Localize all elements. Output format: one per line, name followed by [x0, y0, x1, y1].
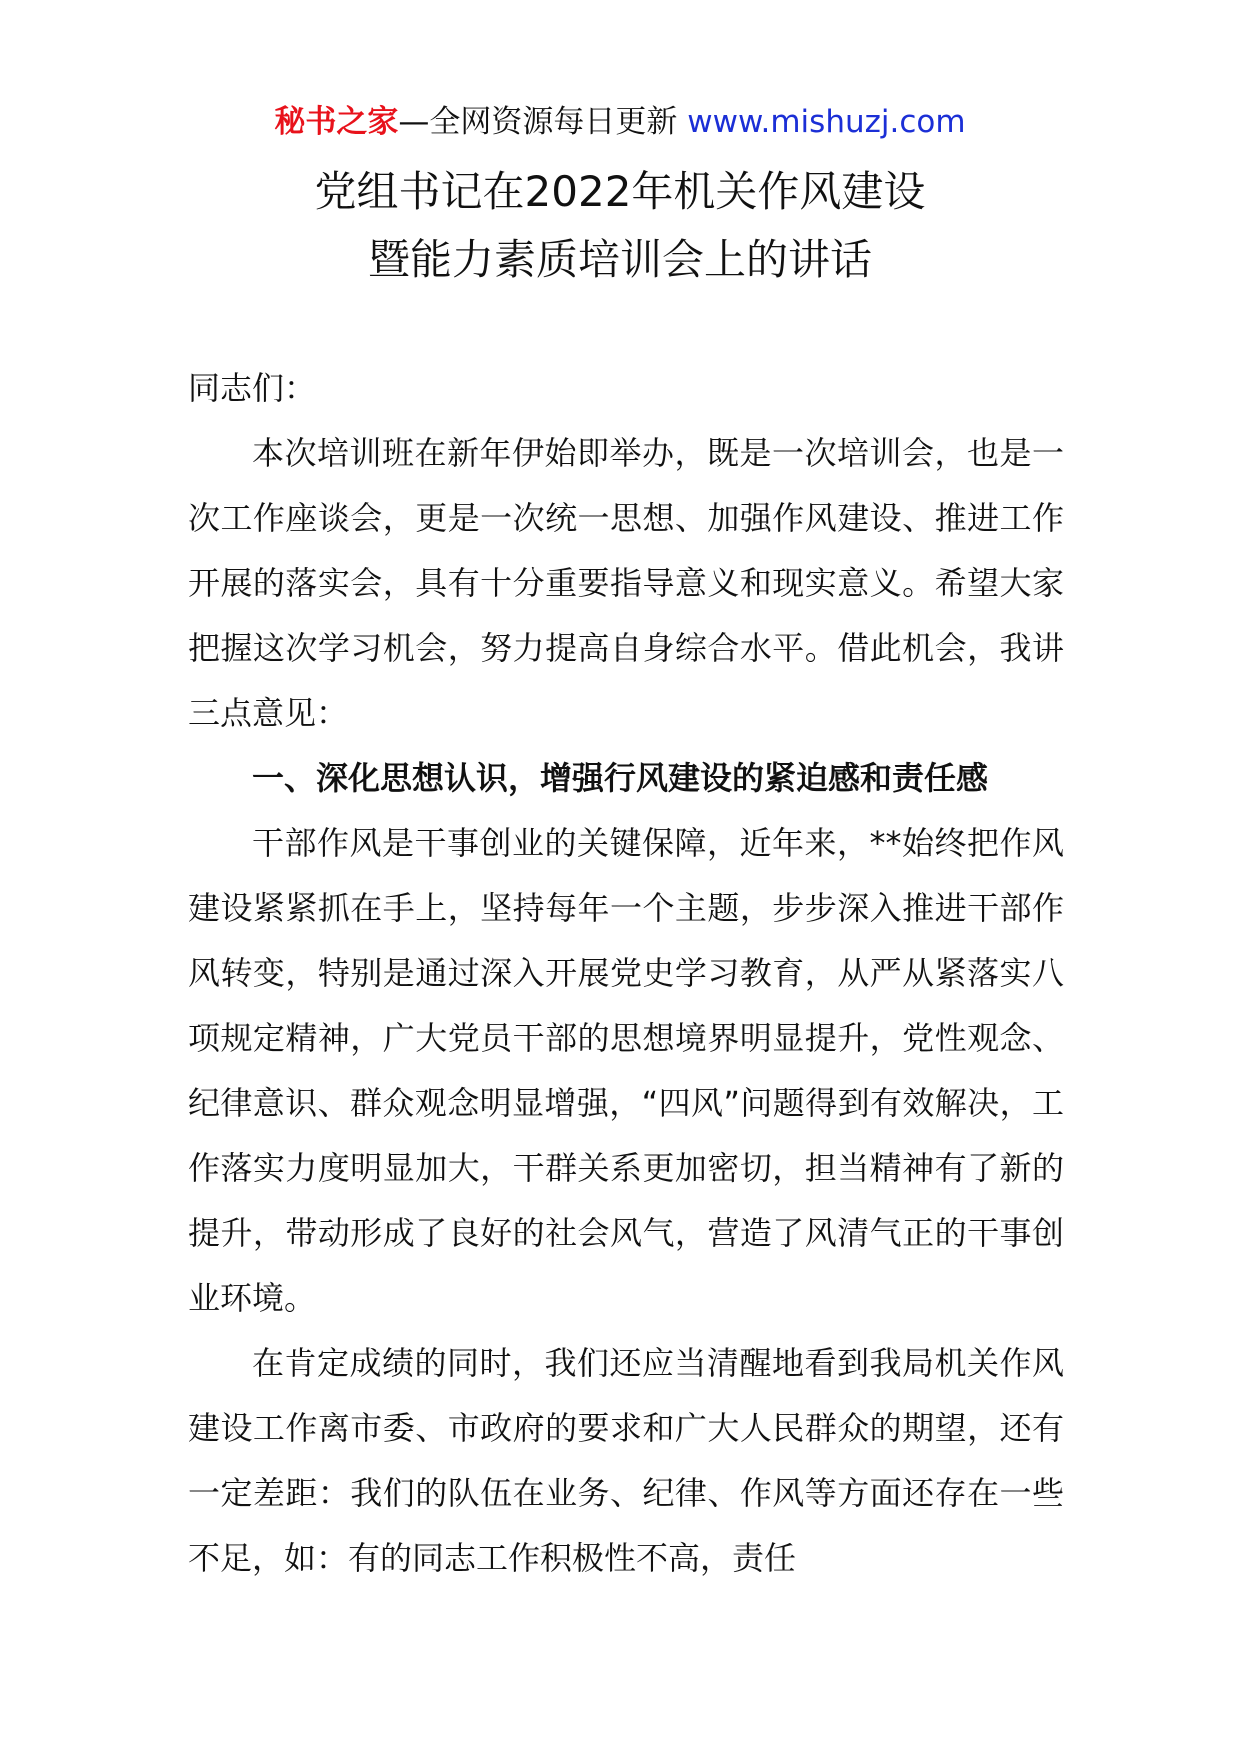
document-title-line-1: 党组书记在2022年机关作风建设: [314, 167, 926, 216]
site-url[interactable]: www.mishuzj.com: [687, 104, 966, 140]
paragraph-achievements: 干部作风是干事创业的关键保障，近年来，**始终把作风建设紧紧抓在手上，坚持每年一个主题，步步深入推进干部作风转变，特别是通过深入开展党史学习教育，从严从紧落实八项规定精神，广大党员干部的思想境界明显提升，党性观念、纪律意识、群众观念明显增强，“四风”问题得到有效解决，工作落实力度明显加大，干群关系更加密切，担当精神有了新的提升，带动形成了良好的社会风气，营造了风清气正的干事创业环境。: [188, 824, 1064, 1317]
document-title-line-2: 暨能力素质培训会上的讲话: [367, 235, 872, 284]
section-heading-1: 一、深化思想认识，增强行风建设的紧迫感和责任感: [252, 759, 989, 797]
document-body: [188, 356, 1064, 1591]
header-tagline: —全网资源每日更新: [398, 104, 678, 140]
site-header: [0, 100, 1240, 144]
brand-name: 秘书之家: [274, 104, 399, 140]
paragraph-shortcomings: 在肯定成绩的同时，我们还应当清醒地看到我局机关作风建设工作离市委、市政府的要求和广大人民群众的期望，还有一定差距：我们的队伍在业务、纪律、作风等方面还存在一些不足，如：有的同志工作积极性不高，责任: [188, 1344, 1064, 1577]
salutation: 同志们：: [188, 369, 317, 407]
paragraph-intro: 本次培训班在新年伊始即举办，既是一次培训会，也是一次工作座谈会，更是一次统一思想、加强作风建设、推进工作开展的落实会，具有十分重要指导意义和现实意义。希望大家把握这次学习机会，努力提高自身综合水平。借此机会，我讲三点意见：: [188, 434, 1064, 732]
